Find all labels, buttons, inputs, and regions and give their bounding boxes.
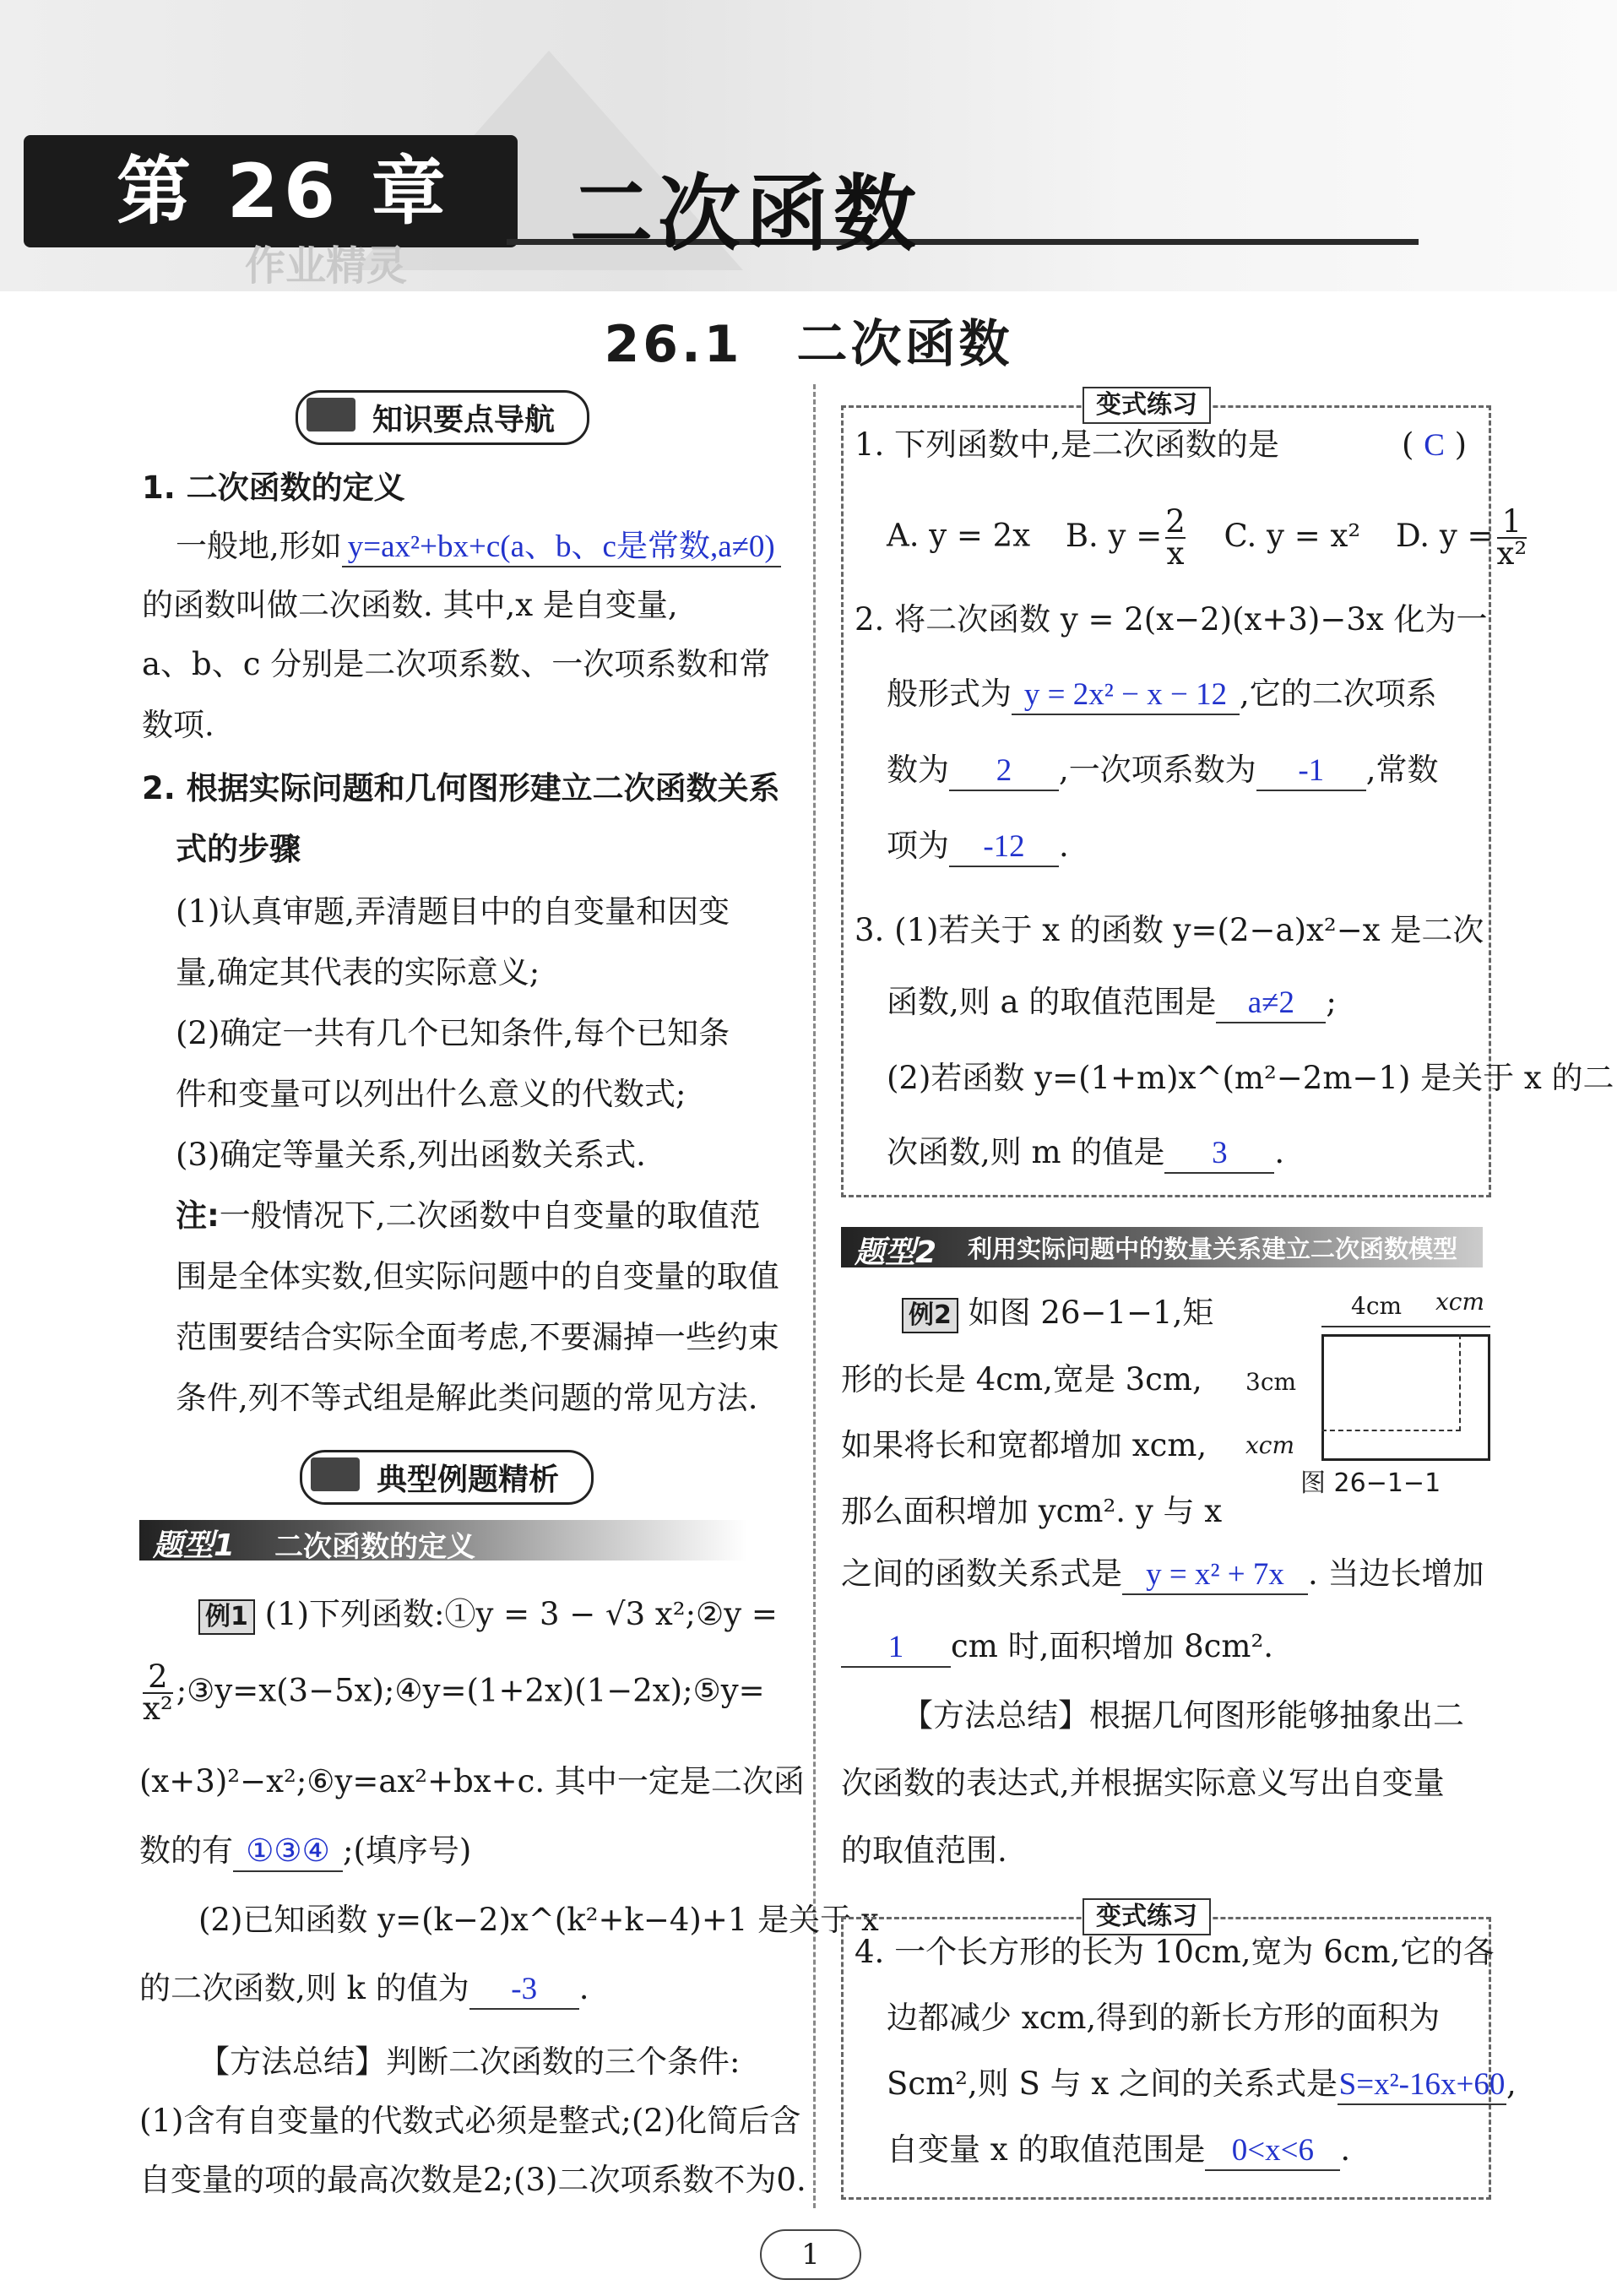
fig-label-length: 4cm: [1351, 1292, 1403, 1320]
ex1-text-b: ;③y=x(3−5x);④y=(1+2x)(1−2x);⑤y=: [176, 1672, 765, 1709]
fig-inner-rect: [1321, 1334, 1461, 1431]
practice-label-2: 变式练习: [1083, 1898, 1211, 1935]
knowledge-heading-text: 知识要点导航: [372, 403, 556, 437]
step2-b: 件和变量可以列出什么意义的代数式;: [176, 1076, 686, 1112]
knowledge-heading: [296, 390, 589, 445]
answer-q4-range: 0<x<6: [1205, 2132, 1340, 2171]
answer-q2-quadratic-coef: 2: [949, 752, 1059, 791]
q3-line1: 3. (1)若关于 x 的函数 y=(2−a)x²−x 是二次: [855, 912, 1484, 948]
note-line1: [176, 1197, 761, 1235]
q1-option-b: B. y =: [1065, 517, 1163, 554]
ex1-line2: [139, 1658, 765, 1727]
chapter-title: 二次函数: [570, 166, 922, 263]
q4-text-c: Scm²,则 S 与 x 之间的关系式是: [887, 2065, 1338, 2102]
ex1-text-d: 数的有: [139, 1832, 233, 1869]
q2-text-c: 数为: [887, 752, 949, 788]
ex1-line6: 的二次函数,则 k 的值为 -3 .: [139, 1970, 589, 2010]
ex2-text-a: 如图 26−1−1,矩: [968, 1295, 1214, 1331]
note-text-1: 一般情况下,二次函数中自变量的取值范: [219, 1197, 761, 1234]
q3-line2: 函数,则 a 的取值范围是 a≠2 ;: [887, 984, 1337, 1023]
note-line2: 围是全体实数,但实际问题中的自变量的取值: [176, 1258, 779, 1295]
q2-line2: [887, 676, 1437, 715]
ex2-line2: 形的长是 4cm,宽是 3cm,: [841, 1361, 1202, 1398]
ex2-text-e: 之间的函数关系式是: [841, 1555, 1122, 1592]
answer-ex2-function: y = x² + 7x: [1122, 1556, 1308, 1595]
type2-tag: 题型2: [855, 1235, 937, 1270]
answer-general-form: y=ax²+bx+c(a、b、c是常数,a≠0): [342, 529, 781, 567]
step3: (3)确定等量关系,列出函数关系式.: [176, 1137, 646, 1173]
answer-q1: C: [1424, 428, 1445, 463]
q1-paren-left: (: [1402, 426, 1414, 463]
answer-q3-part2: 3: [1164, 1135, 1274, 1174]
example2-label: 例2: [902, 1298, 958, 1333]
ex1-line4: [139, 1832, 471, 1872]
step1-b: 量,确定其代表的实际意义;: [176, 954, 540, 991]
q2-text-d: 项为: [887, 828, 949, 864]
ex1-fraction: [143, 1658, 173, 1727]
lightbulb-book-icon: [307, 398, 355, 432]
step1-a: (1)认真审题,弄清题目中的自变量和因变: [176, 893, 730, 930]
q1-b-den: x: [1166, 535, 1185, 572]
examples-heading-text: 典型例题精析: [377, 1463, 560, 1497]
q1-d-den: x²: [1496, 535, 1527, 572]
q3-text-b: 函数,则 a 的取值范围是: [887, 984, 1217, 1020]
ex2-text-e2: . 当边长增加: [1308, 1555, 1484, 1592]
q1-option-a: A. y = 2x: [887, 517, 1031, 554]
answer-ex1-part1: ①③④: [233, 1833, 343, 1872]
answer-ex2-length: 1: [841, 1629, 951, 1668]
answer-q4-relation: S=x²-16x+60: [1338, 2066, 1506, 2105]
q2-text-b: 般形式为: [887, 676, 1012, 712]
ex2-line1: [902, 1295, 1213, 1333]
q4-line3: Scm²,则 S 与 x 之间的关系式是S=x²-16x+60,: [887, 2065, 1517, 2105]
q1-d-num: 1: [1497, 507, 1527, 539]
ex1-text-f: 的二次函数,则 k 的值为: [139, 1970, 469, 2006]
note-line3: 范围要结合实际全面考虑,不要漏掉一些约束: [176, 1319, 779, 1355]
fig-label-x-top: xcm: [1435, 1288, 1485, 1316]
q1-option-d: D. y =: [1395, 517, 1494, 554]
type2-text: 利用实际问题中的数量关系建立二次函数模型: [968, 1235, 1458, 1263]
point1-line1: [176, 528, 781, 567]
ex1-line1: [198, 1596, 778, 1635]
q4-line2: 边都减少 xcm,得到的新长方形的面积为: [887, 2000, 1441, 2036]
answer-q3-part1: a≠2: [1216, 985, 1326, 1023]
ex1-text-a: (1)下列函数:①y = 3 − √3 x²;②y =: [264, 1596, 778, 1632]
point1-line2: 的函数叫做二次函数. 其中,x 是自变量,: [142, 587, 678, 623]
point1-title: 1. 二次函数的定义: [142, 470, 405, 506]
type1-text: 二次函数的定义: [274, 1530, 475, 1564]
q1-stem: 1. 下列函数中,是二次函数的是: [855, 426, 1279, 463]
point1-line3: a、b、c 分别是二次项系数、一次项系数和常: [142, 646, 771, 682]
note-line4: 条件,列不等式组是解此类问题的常见方法.: [176, 1380, 758, 1416]
ex2-text-f: cm 时,面积增加 8cm².: [951, 1628, 1274, 1664]
fig-dimension-line: [1321, 1326, 1490, 1327]
q3-line4: 次函数,则 m 的值是 3 .: [887, 1134, 1284, 1174]
q2-line3: [887, 752, 1439, 791]
examples-heading: [300, 1450, 594, 1505]
point1-line4: 数项.: [142, 707, 214, 743]
ex1-text-d2: ;(填序号): [343, 1832, 472, 1869]
q1-option-c: C. y = x²: [1224, 517, 1361, 554]
ex2-line6: [841, 1628, 1273, 1668]
chapter-number: 第 26 章: [24, 135, 518, 247]
ex1-line3: (x+3)²−x²;⑥y=ax²+bx+c. 其中一定是二次函: [139, 1763, 805, 1799]
q2-text-c2: ,一次项系数为: [1059, 752, 1256, 788]
point2-title-1: 2. 根据实际问题和几何图形建立二次函数关系: [142, 770, 780, 806]
q2-text-c3: ,常数: [1365, 752, 1439, 788]
section-title: 26.1 二次函数: [604, 315, 1013, 374]
ex1-frac-num: 2: [143, 1662, 173, 1694]
answer-q2-general-form: y = 2x² − x − 12: [1012, 676, 1240, 715]
rectangle-figure: [1245, 1284, 1495, 1503]
book-hand-icon: [311, 1457, 360, 1491]
answer-q2-constant: -12: [949, 828, 1059, 867]
method1-line1: 【方法总结】判断二次函数的三个条件:: [198, 2044, 741, 2080]
q4-line1: 4. 一个长方形的长为 10cm,宽为 6cm,它的各: [855, 1934, 1495, 1970]
type1-banner: [139, 1520, 747, 1564]
watermark: 作业精灵: [245, 242, 408, 290]
q4-text-d: 自变量 x 的取值范围是: [887, 2131, 1206, 2168]
method1-line2: (1)含有自变量的代数式必须是整式;(2)化简后含: [139, 2103, 801, 2139]
type2-banner: [841, 1227, 1483, 1270]
q3-line3: (2)若函数 y=(1+m)x^(m²−2m−1) 是关于 x 的二: [887, 1060, 1614, 1096]
method2-line3: 的取值范围.: [841, 1832, 1007, 1869]
fig-label-x-side: xcm: [1245, 1431, 1295, 1459]
ex1-frac-den: x²: [143, 1691, 173, 1727]
example1-label: 例1: [198, 1599, 255, 1635]
type1-tag: 题型1: [153, 1528, 236, 1563]
fig-caption: 图 26−1−1: [1300, 1468, 1441, 1498]
q2-line1: 2. 将二次函数 y = 2(x−2)(x+3)−3x 化为一: [855, 601, 1488, 638]
q4-line4: 自变量 x 的取值范围是 0<x<6 .: [887, 2131, 1350, 2171]
page-number: 1: [760, 2229, 861, 2280]
q1-option-b-frac: [1165, 503, 1186, 572]
q3-text-d: 次函数,则 m 的值是: [887, 1134, 1165, 1170]
method2-line1: 【方法总结】根据几何图形能够抽象出二: [902, 1697, 1464, 1734]
ex1-line5: (2)已知函数 y=(k−2)x^(k²+k−4)+1 是关于 x: [198, 1902, 879, 1938]
ex2-line3: 如果将长和宽都增加 xcm,: [841, 1427, 1207, 1463]
practice-label-1: 变式练习: [1083, 387, 1211, 424]
ex2-line4: 那么面积增加 ycm². y 与 x: [841, 1493, 1223, 1529]
q1-option-d-frac: [1496, 503, 1527, 572]
answer-ex1-part2: -3: [469, 1971, 579, 2010]
ex2-line5: [841, 1555, 1484, 1595]
point1-prefix: 一般地,形如: [176, 528, 342, 564]
method1-line3: 自变量的项的最高次数是2;(3)二次项系数不为0.: [139, 2162, 806, 2198]
point2-title-2: 式的步骤: [176, 831, 301, 867]
method2-line2: 次函数的表达式,并根据实际意义写出自变量: [841, 1765, 1445, 1801]
step2-a: (2)确定一共有几个已知条件,每个已知条: [176, 1015, 730, 1051]
q1-b-num: 2: [1165, 503, 1186, 540]
fig-label-width: 3cm: [1245, 1368, 1297, 1396]
q2-line4: 项为 -12 .: [887, 828, 1069, 867]
q2-text-b2: ,它的二次项系: [1240, 676, 1437, 712]
q1-answer-paren: [1402, 426, 1467, 464]
note-label: 注:: [176, 1197, 220, 1234]
answer-q2-linear-coef: -1: [1256, 752, 1366, 791]
q1-paren-right: ): [1454, 426, 1468, 463]
q1-options: [887, 503, 1530, 572]
